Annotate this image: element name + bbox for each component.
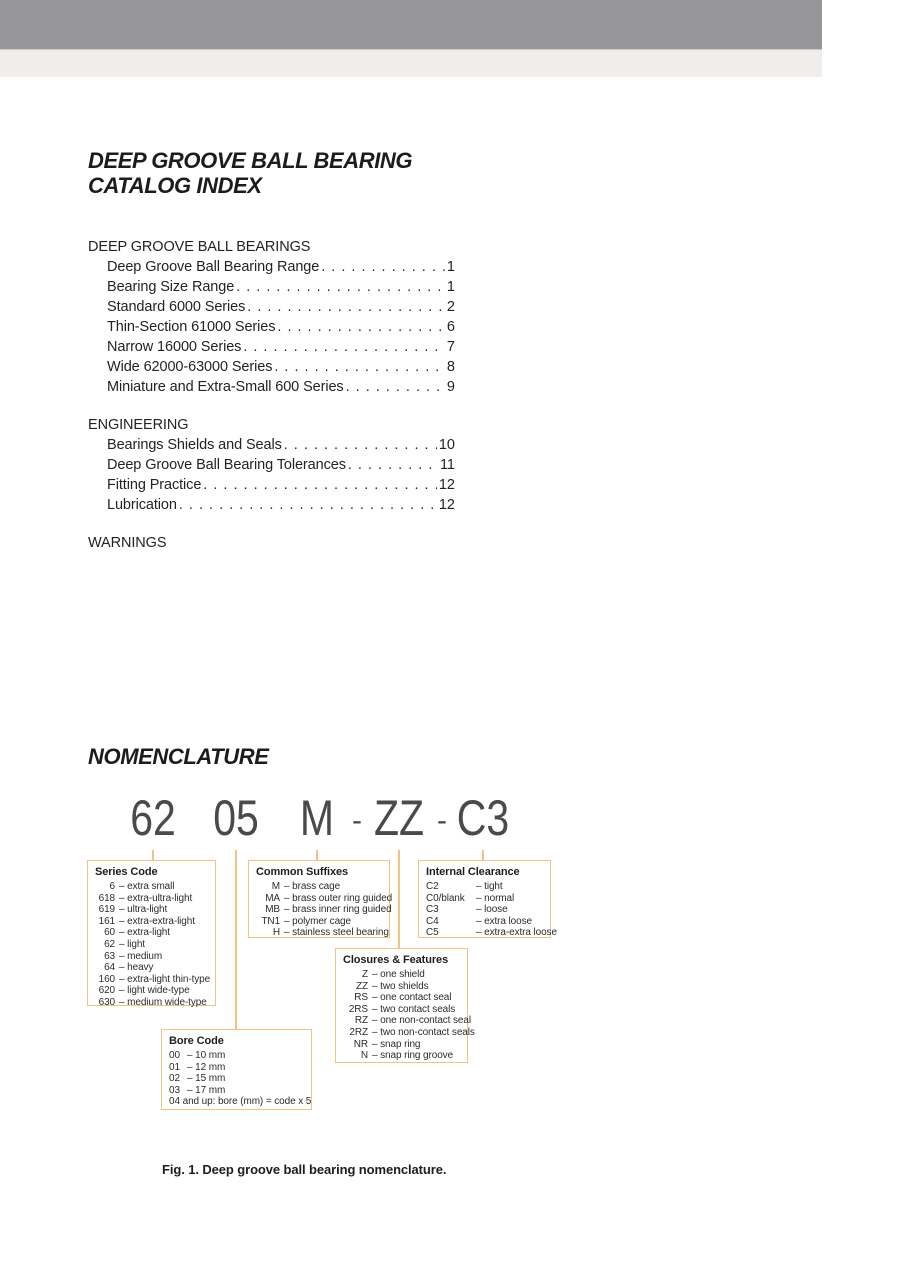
legend-row (343, 1050, 460, 1062)
common-suffixes-box (248, 860, 393, 939)
legend-code: MB (265, 904, 280, 916)
legend-row (95, 997, 208, 1009)
legend-meaning: – medium wide-type (119, 996, 207, 1008)
legend-row (95, 973, 211, 986)
legend-meaning: – one shield (372, 969, 425, 980)
toc-item-label: Lubrication (107, 497, 177, 513)
code-part-clearance: C3 (456, 790, 510, 846)
legend-meaning: – two contact seals (372, 1003, 456, 1015)
legend-meaning: – tight (476, 881, 503, 892)
legend-code: ZZ (355, 980, 368, 992)
series-code-box (87, 860, 216, 1006)
legend-code: C2 (426, 881, 439, 892)
legend-row (169, 1062, 304, 1074)
legend-code: C3 (426, 904, 439, 916)
legend-row (256, 881, 382, 893)
legend-code: H (272, 927, 280, 939)
legend-meaning: – 10 mm (187, 1050, 226, 1061)
legend-box-title: Bore Code (169, 1035, 224, 1047)
legend-meaning: – one non-contact seal (372, 1015, 471, 1027)
code-part-bore: 05 (213, 790, 259, 846)
page-title-line2: CATALOG INDEX (88, 173, 262, 198)
legend-box-title: Internal Clearance (426, 866, 520, 878)
legend-code: 03 (169, 1084, 180, 1096)
legend-row (426, 916, 543, 928)
toc-section-heading: WARNINGS (88, 535, 167, 551)
toc-item-label: Wide 62000-63000 Series (107, 359, 273, 375)
legend-row (95, 916, 208, 928)
toc-item-label: Bearings Shields and Seals (107, 437, 282, 453)
legend-code: 60 (104, 927, 115, 939)
nomenclature-heading: NOMENCLATURE (88, 744, 269, 769)
bore-code-box (161, 1029, 312, 1110)
legend-code: Z (361, 969, 368, 980)
legend-meaning: – extra-light (119, 927, 170, 939)
toc-item-label: Miniature and Extra-Small 600 Series (107, 379, 344, 395)
legend-code: 63 (104, 950, 115, 962)
legend-row (169, 1073, 304, 1085)
legend-code: 62 (104, 938, 115, 950)
legend-row (95, 881, 208, 893)
toc-item-label: Deep Groove Ball Bearing Tolerances (107, 457, 346, 473)
toc-section-heading: DEEP GROOVE BALL BEARINGS (88, 239, 311, 255)
legend-meaning: – extra-extra loose (476, 927, 557, 939)
legend-row (343, 1026, 475, 1039)
legend-row (256, 927, 389, 939)
legend-code: 618 (98, 892, 115, 904)
legend-box-title: Common Suffixes (256, 866, 349, 878)
legend-meaning: – brass cage (284, 881, 341, 892)
code-part-suffix: M (299, 790, 335, 846)
legend-meaning: – light wide-type (119, 985, 190, 997)
toc-page-number: 12 (438, 477, 455, 493)
legend-meaning: – light (119, 938, 145, 950)
legend-code: C0/blank (426, 892, 465, 904)
legend-row (95, 893, 208, 905)
legend-meaning: – brass outer ring guided (284, 892, 393, 904)
legend-code: 01 (169, 1061, 180, 1073)
legend-meaning: – heavy (119, 962, 154, 974)
legend-code: 160 (98, 973, 115, 985)
toc-page-number: 9 (446, 379, 455, 395)
legend-box-title: Closures & Features (343, 954, 449, 966)
legend-meaning: – 15 mm (187, 1073, 226, 1085)
legend-row (343, 1015, 471, 1027)
legend-code: 6 (109, 881, 115, 892)
legend-row (426, 893, 543, 905)
connector-line-bore (235, 850, 237, 1030)
legend-code: 619 (98, 904, 115, 916)
toc-page-number: 10 (438, 437, 455, 453)
legend-row (95, 927, 208, 939)
legend-row (426, 927, 557, 939)
legend-meaning: – 12 mm (187, 1061, 226, 1073)
legend-meaning: – two non-contact seals (372, 1026, 475, 1038)
legend-code: N (360, 1050, 368, 1062)
legend-code: 161 (98, 915, 115, 927)
legend-meaning: – snap ring (372, 1038, 421, 1050)
legend-meaning: – brass inner ring guided (284, 904, 392, 916)
code-part-series: 62 (130, 790, 176, 846)
legend-meaning: – normal (476, 892, 515, 904)
legend-meaning: – extra loose (476, 915, 532, 927)
toc-page-number: 8 (446, 359, 455, 375)
legend-row (426, 904, 543, 916)
legend-code: RS (354, 992, 368, 1004)
closures-features-box (335, 948, 475, 1063)
legend-code: 620 (98, 985, 115, 997)
legend-row (256, 904, 392, 916)
legend-code: 2RZ (349, 1026, 368, 1038)
page-title-line1: DEEP GROOVE BALL BEARING (88, 148, 413, 173)
legend-row (95, 939, 208, 951)
legend-meaning: – extra small (119, 881, 175, 892)
toc-page-number: 7 (446, 339, 455, 355)
legend-row (343, 992, 460, 1004)
legend-row (426, 881, 543, 893)
legend-row (169, 1085, 304, 1097)
toc-page-number: 1 (446, 279, 455, 295)
legend-row (256, 892, 393, 905)
legend-code: 00 (169, 1050, 180, 1061)
toc-section-heading: ENGINEERING (88, 417, 189, 433)
legend-row (256, 916, 382, 928)
legend-row (343, 969, 460, 981)
toc-item-label: Standard 6000 Series (107, 299, 246, 315)
legend-code: 02 (169, 1073, 180, 1085)
legend-code: C5 (426, 927, 439, 939)
legend-meaning: – stainless steel bearing (284, 927, 389, 939)
legend-meaning: – loose (476, 904, 508, 916)
connector-line-closure (398, 850, 400, 949)
code-separator: - (437, 804, 447, 837)
legend-code: NR (353, 1038, 368, 1050)
legend-code: 630 (98, 996, 115, 1008)
legend-code: TN1 (261, 915, 280, 927)
legend-row (95, 951, 208, 963)
toc-page-number: 6 (446, 319, 455, 335)
legend-row (95, 962, 208, 974)
legend-row (169, 1050, 304, 1062)
legend-code: RZ (354, 1015, 368, 1027)
legend-row (343, 1039, 460, 1051)
toc-page-number: 11 (439, 457, 455, 473)
legend-row (95, 985, 208, 997)
legend-row (95, 904, 208, 916)
legend-meaning: – polymer cage (284, 915, 351, 927)
legend-code: C4 (426, 915, 439, 927)
legend-meaning: – extra-light thin-type (119, 973, 211, 985)
legend-meaning: – snap ring groove (372, 1050, 454, 1062)
legend-row: 04 and up: bore (mm) = code x 5 (169, 1096, 312, 1108)
legend-meaning: – extra-extra-light (119, 915, 195, 927)
toc-item-label: Narrow 16000 Series (107, 339, 242, 355)
toc-page-number: 1 (446, 259, 455, 275)
toc-item-label: Bearing Size Range (107, 279, 235, 295)
code-separator: - (352, 804, 362, 837)
internal-clearance-box (418, 860, 557, 939)
legend-box-title: Series Code (95, 866, 158, 878)
legend-code: 64 (104, 962, 115, 974)
toc-page-number: 2 (446, 299, 455, 315)
legend-meaning: – medium (119, 950, 163, 962)
legend-meaning: – one contact seal (372, 992, 452, 1004)
toc-item-label: Thin-Section 61000 Series (107, 319, 276, 335)
legend-code: M (271, 881, 280, 892)
legend-meaning: – extra-ultra-light (119, 892, 193, 904)
toc-item-label: Fitting Practice (107, 477, 202, 493)
legend-meaning: – ultra-light (119, 904, 168, 916)
toc-item-label: Deep Groove Ball Bearing Range (107, 259, 320, 275)
legend-row (343, 1004, 460, 1016)
figure-caption: Fig. 1. Deep groove ball bearing nomenclature. (162, 1162, 447, 1177)
legend-row (343, 981, 460, 993)
legend-meaning: – 17 mm (187, 1084, 226, 1096)
code-part-closure: ZZ (373, 790, 425, 846)
toc-page-number: 12 (438, 497, 455, 513)
legend-code: 2RS (348, 1003, 368, 1015)
legend-code: MA (265, 892, 280, 904)
legend-meaning: – two shields (372, 980, 429, 992)
